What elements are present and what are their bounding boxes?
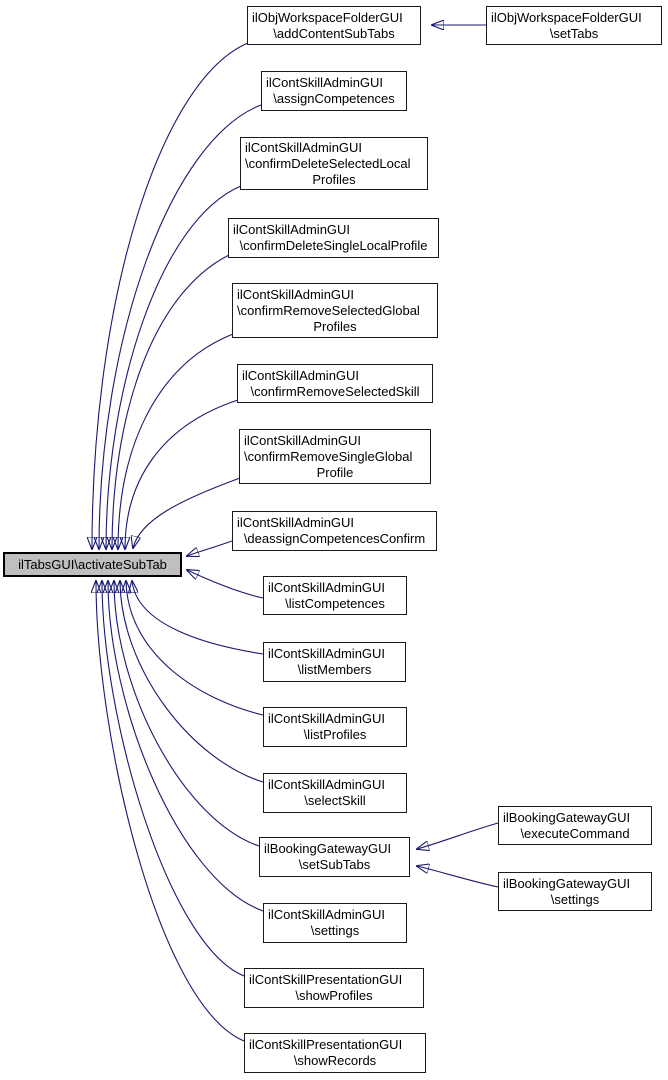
node-ilcontskilladmingui-confirmremovesingleglobalprofile[interactable] <box>239 429 431 484</box>
node-label-line: \deassignCompetencesConfirm <box>243 531 426 546</box>
node-label-line: ilBookingGatewayGUI <box>503 875 631 891</box>
node-label-line: Profiles <box>313 318 357 334</box>
node-label-line: \settings <box>550 891 600 907</box>
node-ilbookinggatewaygui-settings[interactable] <box>498 872 652 911</box>
node-iltabsgui-activatesubtab <box>3 552 182 577</box>
node-label-line: \selectSkill <box>304 793 366 808</box>
node-label-line: \confirmDeleteSelectedLocal <box>245 155 411 171</box>
node-label-line: Profile <box>316 464 354 480</box>
node-label-line: ilContSkillAdminGUI <box>266 75 384 90</box>
node-label-line: ilContSkillAdminGUI <box>268 777 386 792</box>
node-ilcontskilladmingui-confirmdeleteselectedlocalprofiles[interactable] <box>240 137 428 190</box>
node-label-line: ilBookingGatewayGUI <box>264 841 392 856</box>
node-ilobjworkspacefoldergui-addcontentsubtabs[interactable] <box>247 6 421 45</box>
node-ilobjworkspacefoldergui-settabs[interactable] <box>486 6 662 45</box>
node-label-line: ilContSkillAdminGUI <box>268 711 386 726</box>
node-ilcontskillpresentationgui-showrecords[interactable] <box>244 1033 426 1073</box>
node-label-line: ilContSkillAdminGUI <box>245 139 363 155</box>
node-ilcontskilladmingui-assigncompetences[interactable] <box>261 71 407 111</box>
node-label-line: ilObjWorkspaceFolderGUI <box>491 9 642 25</box>
node-label-line: \setTabs <box>549 25 599 41</box>
node-label-line: \addContentSubTabs <box>273 25 395 41</box>
node-ilcontskilladmingui-confirmremoveselectedglobalprofiles[interactable] <box>232 283 438 338</box>
node-label-line: \listProfiles <box>303 727 367 742</box>
node-label-line: ilContSkillAdminGUI <box>242 367 360 383</box>
node-ilcontskilladmingui-confirmdeletesinglelocalprofile[interactable] <box>228 218 439 258</box>
node-label-line: ilBookingGatewayGUI <box>503 809 631 825</box>
node-label-line: \confirmRemoveSelectedGlobal <box>237 302 420 318</box>
node-label-line: \settings <box>310 923 360 938</box>
node-ilcontskilladmingui-confirmremoveselectedskill[interactable] <box>237 364 433 403</box>
node-label-line: ilContSkillPresentationGUI <box>249 1037 403 1052</box>
node-label: ilTabsGUI\activateSubTab <box>18 556 167 572</box>
node-label-line: ilContSkillAdminGUI <box>268 579 386 595</box>
node-label-line: \listCompetences <box>285 595 385 611</box>
node-label-line: \showRecords <box>293 1053 377 1068</box>
node-label-line: \listMembers <box>297 662 372 677</box>
node-label-line: Profiles <box>312 171 356 187</box>
node-label-line: ilContSkillAdminGUI <box>237 286 355 302</box>
node-label-line: \confirmDeleteSingleLocalProfile <box>239 238 428 253</box>
node-label-line: ilContSkillAdminGUI <box>268 907 386 922</box>
node-label-line: ilContSkillAdminGUI <box>244 432 362 448</box>
node-label-line: \assignCompetences <box>273 91 395 106</box>
node-ilcontskilladmingui-listmembers[interactable] <box>263 642 406 682</box>
node-ilcontskilladmingui-deassigncompetencesconfirm[interactable] <box>232 511 437 551</box>
node-label-line: \confirmRemoveSelectedSkill <box>250 383 420 399</box>
node-label-line: \confirmRemoveSingleGlobal <box>244 448 413 464</box>
node-ilcontskilladmingui-selectskill[interactable] <box>263 773 407 813</box>
node-label-line: ilContSkillAdminGUI <box>237 515 355 530</box>
node-ilcontskilladmingui-settings[interactable] <box>263 903 407 943</box>
node-ilcontskillpresentationgui-showprofiles[interactable] <box>244 968 424 1008</box>
node-label-line: ilContSkillAdminGUI <box>268 646 386 661</box>
node-ilcontskilladmingui-listcompetences[interactable] <box>263 576 407 615</box>
node-label-line: \showProfiles <box>295 988 373 1003</box>
node-label-line: \executeCommand <box>520 825 630 841</box>
node-ilcontskilladmingui-listprofiles[interactable] <box>263 707 407 747</box>
node-ilbookinggatewaygui-executecommand[interactable] <box>498 806 652 845</box>
node-ilbookinggatewaygui-setsubtabs[interactable] <box>259 837 410 877</box>
node-label-line: \setSubTabs <box>298 857 371 872</box>
node-label-line: ilContSkillAdminGUI <box>233 222 351 237</box>
node-label-line: ilContSkillPresentationGUI <box>249 972 403 987</box>
node-label-line: ilObjWorkspaceFolderGUI <box>252 9 403 25</box>
